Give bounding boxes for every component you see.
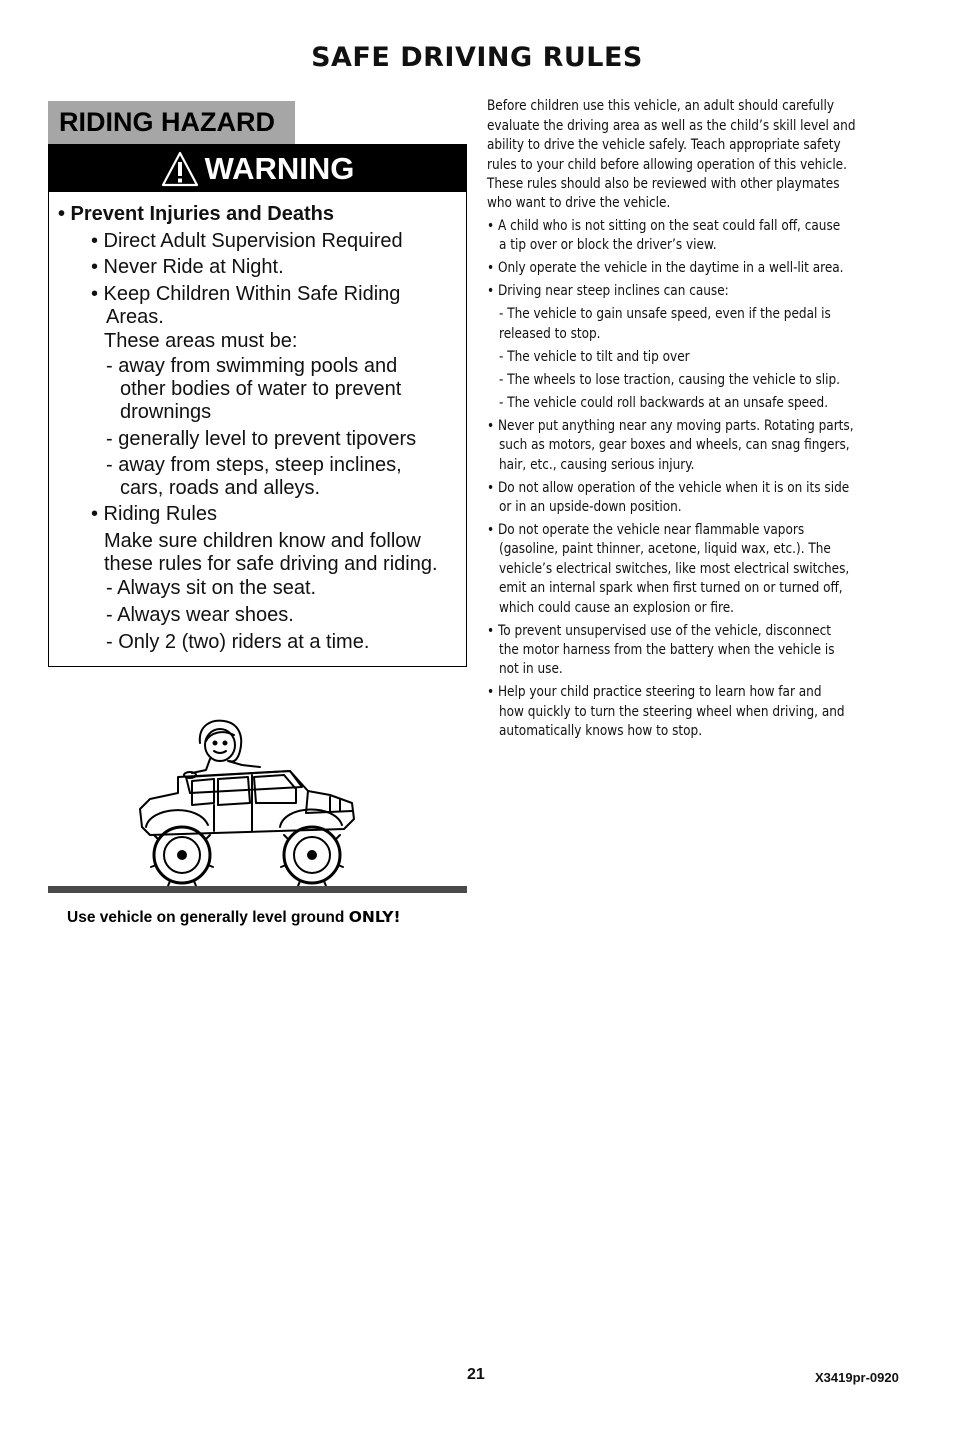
caption-emphasis: ONLY! xyxy=(348,908,401,926)
hazard-line: • Direct Adult Supervision Required xyxy=(91,230,403,252)
warning-triangle-icon xyxy=(161,151,199,187)
hazard-line: • Never Ride at Night. xyxy=(91,256,284,278)
hazard-line: - away from steps, steep inclines, xyxy=(106,454,402,476)
hazard-line: • Prevent Injuries and Deaths xyxy=(58,203,334,225)
page-title: SAFE DRIVING RULES xyxy=(311,42,643,73)
hazard-line: drownings xyxy=(120,401,212,423)
hazard-line: - generally level to prevent tipovers xyxy=(106,428,417,450)
hazard-line: • Riding Rules xyxy=(91,503,217,525)
rule-line: released to stop. xyxy=(499,326,601,342)
warning-label: WARNING xyxy=(204,150,355,186)
caption-text: Use vehicle on generally level ground xyxy=(67,909,349,926)
hazard-line: - Always sit on the seat. xyxy=(106,577,317,599)
hazard-line: other bodies of water to prevent xyxy=(120,378,402,400)
rule-line: vehicle’s electrical switches, like most electrical switches, xyxy=(499,561,850,577)
rule-line: - The vehicle could roll backwards at an unsafe speed. xyxy=(499,395,829,411)
rule-line: - The wheels to lose traction, causing the vehicle to slip. xyxy=(499,372,841,388)
ground-line xyxy=(48,886,467,893)
rule-line: the motor harness from the battery when the vehicle is xyxy=(499,642,835,658)
level-ground-caption xyxy=(67,908,401,927)
hazard-line: • Keep Children Within Safe Riding xyxy=(91,283,401,305)
rule-line: or in an upside-down position. xyxy=(499,499,682,515)
intro-line: These rules should also be reviewed with other playmates xyxy=(487,176,840,192)
rule-line: • Do not operate the vehicle near flammable vapors xyxy=(487,522,805,538)
rule-line: • Do not allow operation of the vehicle when it is on its side xyxy=(487,480,850,496)
rule-line: which could cause an explosion or fire. xyxy=(499,600,735,616)
hazard-line: cars, roads and alleys. xyxy=(120,477,321,499)
rule-line: a tip over or block the driver’s view. xyxy=(499,237,717,253)
hazard-line: Areas. xyxy=(106,306,164,328)
intro-line: ability to drive the vehicle safely. Teach appropriate safety xyxy=(487,137,841,153)
rule-line: • Only operate the vehicle in the daytime in a well-lit area. xyxy=(487,260,844,276)
rule-line: • A child who is not sitting on the seat could fall off, cause xyxy=(487,218,841,234)
warning-banner xyxy=(49,145,466,192)
hazard-line: - away from swimming pools and xyxy=(106,355,398,377)
child-driving-vehicle-illustration xyxy=(130,715,370,890)
hazard-line: Make sure children know and follow xyxy=(104,530,421,552)
rule-line: automatically knows how to stop. xyxy=(499,723,703,739)
intro-line: rules to your child before allowing operation of this vehicle. xyxy=(487,157,847,173)
rule-line: such as motors, gear boxes and wheels, can snag fingers, xyxy=(499,437,850,453)
hazard-line: - Always wear shoes. xyxy=(106,604,294,626)
intro-line: who want to drive the vehicle. xyxy=(487,195,671,211)
rule-line: • To prevent unsupervised use of the vehicle, disconnect xyxy=(487,623,831,639)
rule-line: • Driving near steep inclines can cause: xyxy=(487,283,729,299)
rule-line: - The vehicle to gain unsafe speed, even if the pedal is xyxy=(499,306,831,322)
rule-line: emit an internal spark when first turned on or turned off, xyxy=(499,580,843,596)
hazard-line: These areas must be: xyxy=(104,330,298,352)
riding-hazard-tab: RIDING HAZARD xyxy=(48,101,295,144)
document-code: X3419pr-0920 xyxy=(815,1370,899,1385)
rule-line: (gasoline, paint thinner, acetone, liquid wax, etc.). The xyxy=(499,541,831,557)
rule-line: not in use. xyxy=(499,661,563,677)
rule-line: hair, etc., causing serious injury. xyxy=(499,457,695,473)
rule-line: - The vehicle to tilt and tip over xyxy=(499,349,690,365)
rule-line: how quickly to turn the steering wheel when driving, and xyxy=(499,704,845,720)
rule-line: • Help your child practice steering to learn how far and xyxy=(487,684,822,700)
hazard-line: these rules for safe driving and riding. xyxy=(104,553,438,575)
page-number: 21 xyxy=(467,1366,485,1383)
hazard-line: - Only 2 (two) riders at a time. xyxy=(106,631,370,653)
intro-line: evaluate the driving area as well as the child’s skill level and xyxy=(487,118,856,134)
intro-line: Before children use this vehicle, an adult should carefully xyxy=(487,98,835,114)
rule-line: • Never put anything near any moving parts. Rotating parts, xyxy=(487,418,854,434)
